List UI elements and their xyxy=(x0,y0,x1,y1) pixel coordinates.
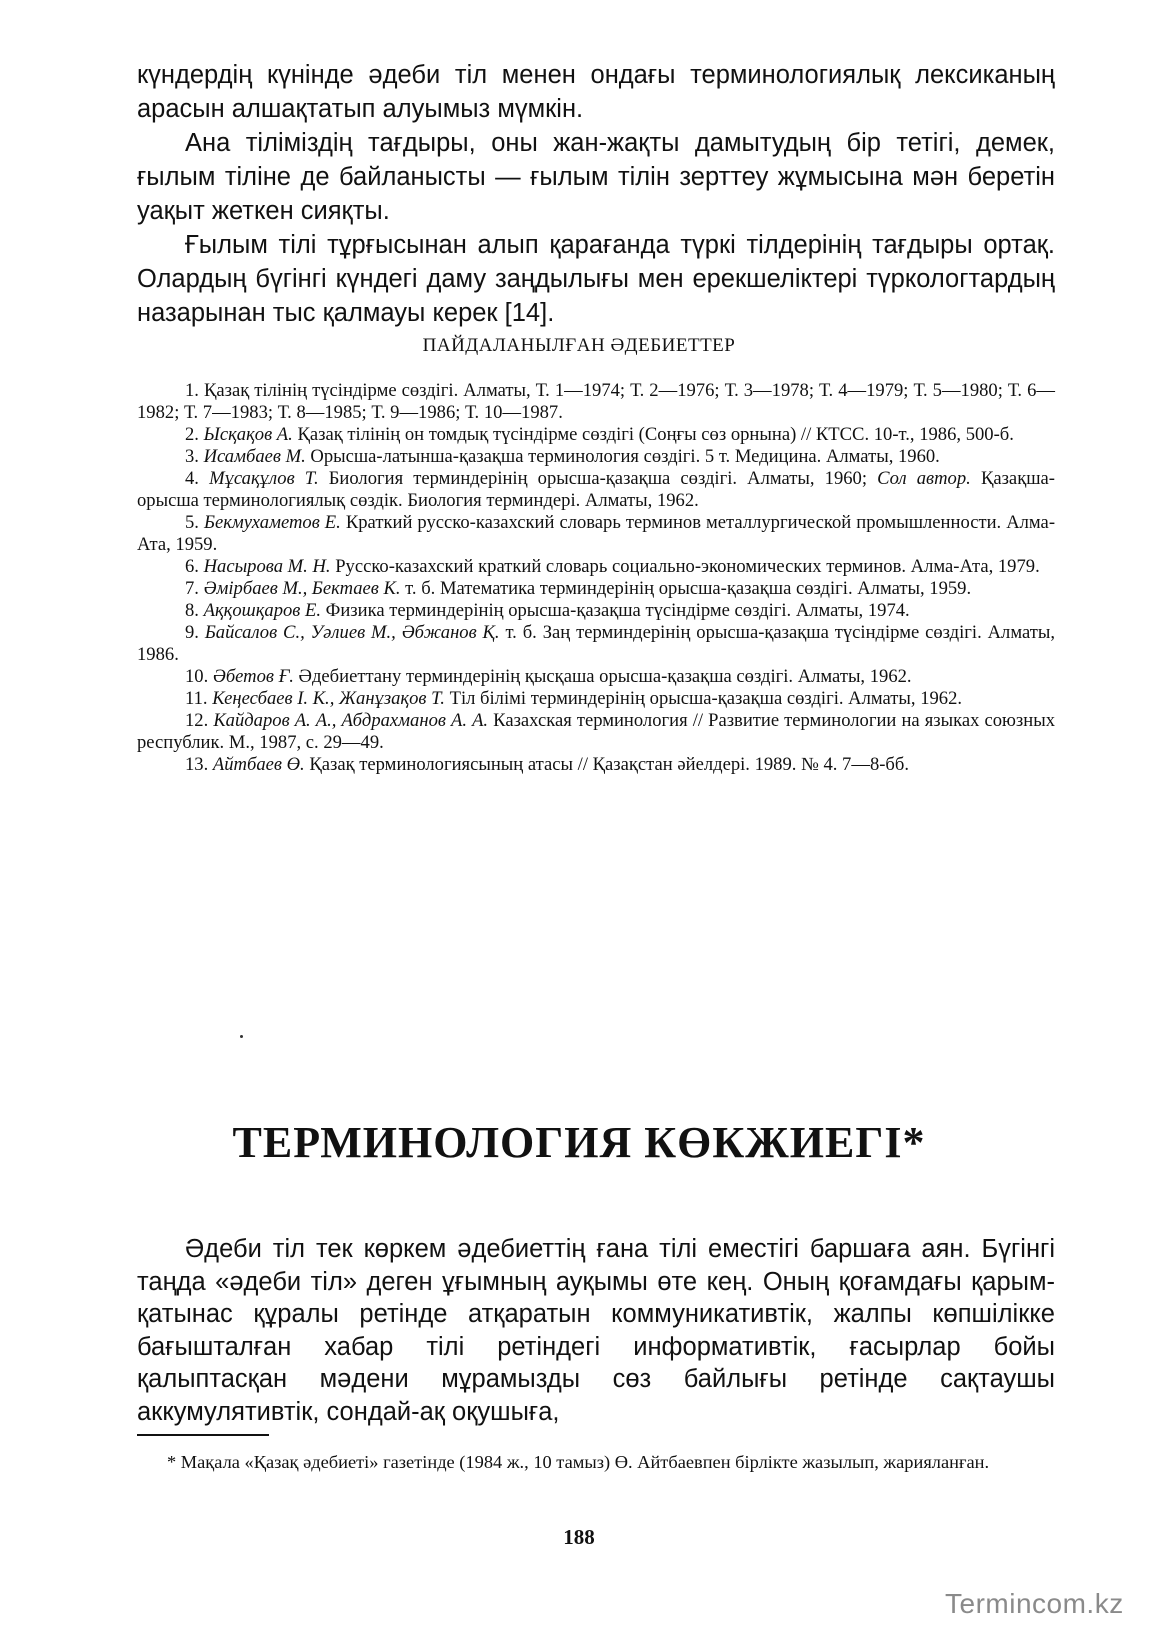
page-number: 188 xyxy=(563,1525,595,1549)
section-heading: ТЕРМИНОЛОГИЯ КӨКЖИЕГІ* xyxy=(232,1118,926,1167)
reference-item: 10. Әбетов Ғ. Әдебиеттану терминдерінің қысқаша орысша-қазақша сөздігі. Алматы, 1962. xyxy=(185,666,912,687)
references-title: ПАЙДАЛАНЫЛҒАН ӘДЕБИЕТТЕР xyxy=(422,335,736,356)
reference-item: 12. Кайдаров А. А., Абдрахманов А. А. Казахская терминология // Развитие терминологии на языках союзных республик. М., 1987, с. 29—49. xyxy=(137,710,1056,753)
reference-item: 6. Насырова М. Н. Русско-казахский краткий словарь социально-экономических терминов. Алма-Ата, 1979. xyxy=(185,556,1040,577)
references-list xyxy=(137,380,1055,776)
reference-item: 9. Байсалов С., Уәлиев М., Әбжанов Қ. т. б. Заң терминдерінің орысша-қазақша түсіндірме сөздігі. Алматы, 1986. xyxy=(137,622,1055,665)
section-body xyxy=(137,1233,1055,1428)
footnote-text: * Мақала «Қазақ әдебиеті» газетінде (1984 ж., 10 тамыз) Ө. Айтбаевпен бірлікте жазылып, жарияланған. xyxy=(167,1452,990,1472)
reference-item: 8. Аққошқаров Е. Физика терминдерінің орысша-қазақша түсіндірме сөздігі. Алматы, 1974. xyxy=(185,600,910,621)
reference-item: 7. Әмірбаев М., Бектаев К. т. б. Математика терминдерінің орысша-қазақша сөздігі. Алматы, 1959. xyxy=(185,578,972,599)
reference-item: 2. Ысқақов А. Қазақ тілінің он томдық түсіндірме сөздігі (Соңғы сөз орнына) // КТСС. 10-т., 1986, 500-б. xyxy=(185,424,1014,445)
reference-item: 11. Кеңесбаев І. К., Жанұзақов Т. Тіл білімі терминдерінің орысша-қазақша сөздігі. Алматы, 1962. xyxy=(185,688,963,709)
body-paragraph: Әдеби тіл тек көркем әдебиеттің ғана тілі еместігі баршаға аян. Бүгінгі таңда «әдеби тіл» деген ұғымның ауқымы өте кең. Оның қоғамдағы қарым-қатынас құралы ретінде атқаратын коммуникативтік, жалпы көпшілікке бағышталған хабар тілі ретіндегі информативтік, ғасырлар бойы қалыптасқан мәдени мұрамызды сөз байлығы ретінде сақтаушы аккумулятивтік, сондай-ақ оқушыға, xyxy=(137,1235,1055,1426)
footnote-divider xyxy=(137,1434,269,1436)
reference-item: 5. Бекмухаметов Е. Краткий русско-казахский словарь терминов металлургической промышленности. Алма-Ата, 1959. xyxy=(137,512,1056,555)
intro-paragraph-3: Ғылым тілі тұрғысынан алып қарағанда түркі тілдерінің тағдыры ортақ. Олардың бүгінгі күндегі даму заңдылығы мен ерекшеліктері түркологтардың назарынан тыс қалмауы керек [14]. xyxy=(137,231,1055,327)
watermark-logo: Termincom.kz xyxy=(945,1588,1124,1619)
intro-paragraph-2: Ана тіліміздің тағдыры, оны жан-жақты дамытудың бір тетігі, демек, ғылым тіліне де байланысты — ғылым тілін зерттеу жұмысына мән беретін уақыт жеткен сияқты. xyxy=(137,129,1055,225)
reference-item: 3. Исамбаев М. Орысша-латынша-қазақша терминология сөздігі. 5 т. Медицина. Алматы, 1960. xyxy=(185,446,940,467)
reference-item: 4. Мұсақұлов Т. Биология терминдерінің орысша-қазақша сөздігі. Алматы, 1960; Сол автор. Қазақша-орысша терминологиялық сөздік. Биология терминдері. Алматы, 1962. xyxy=(137,468,1055,511)
intro-paragraph-1: күндердің күнінде әдеби тіл менен ондағы терминологиялық лексиканың арасын алшақтатып алуымыз мүмкін. xyxy=(137,61,1055,123)
reference-item: 13. Айтбаев Ө. Қазақ терминологиясының атасы // Қазақстан әйелдері. 1989. № 4. 7—8-бб. xyxy=(185,754,910,775)
footnote xyxy=(137,1450,1055,1474)
intro-text xyxy=(137,58,1055,330)
stray-dot xyxy=(240,1035,243,1038)
reference-item: 1. Қазақ тілінің түсіндірме сөздігі. Алматы, Т. 1—1974; Т. 2—1976; Т. 3—1978; Т. 4—1979; Т. 5—1980; Т. 6—1982; Т. 7—1983; Т. 8—1985; Т. 9—1986; Т. 10—1987. xyxy=(137,380,1055,423)
